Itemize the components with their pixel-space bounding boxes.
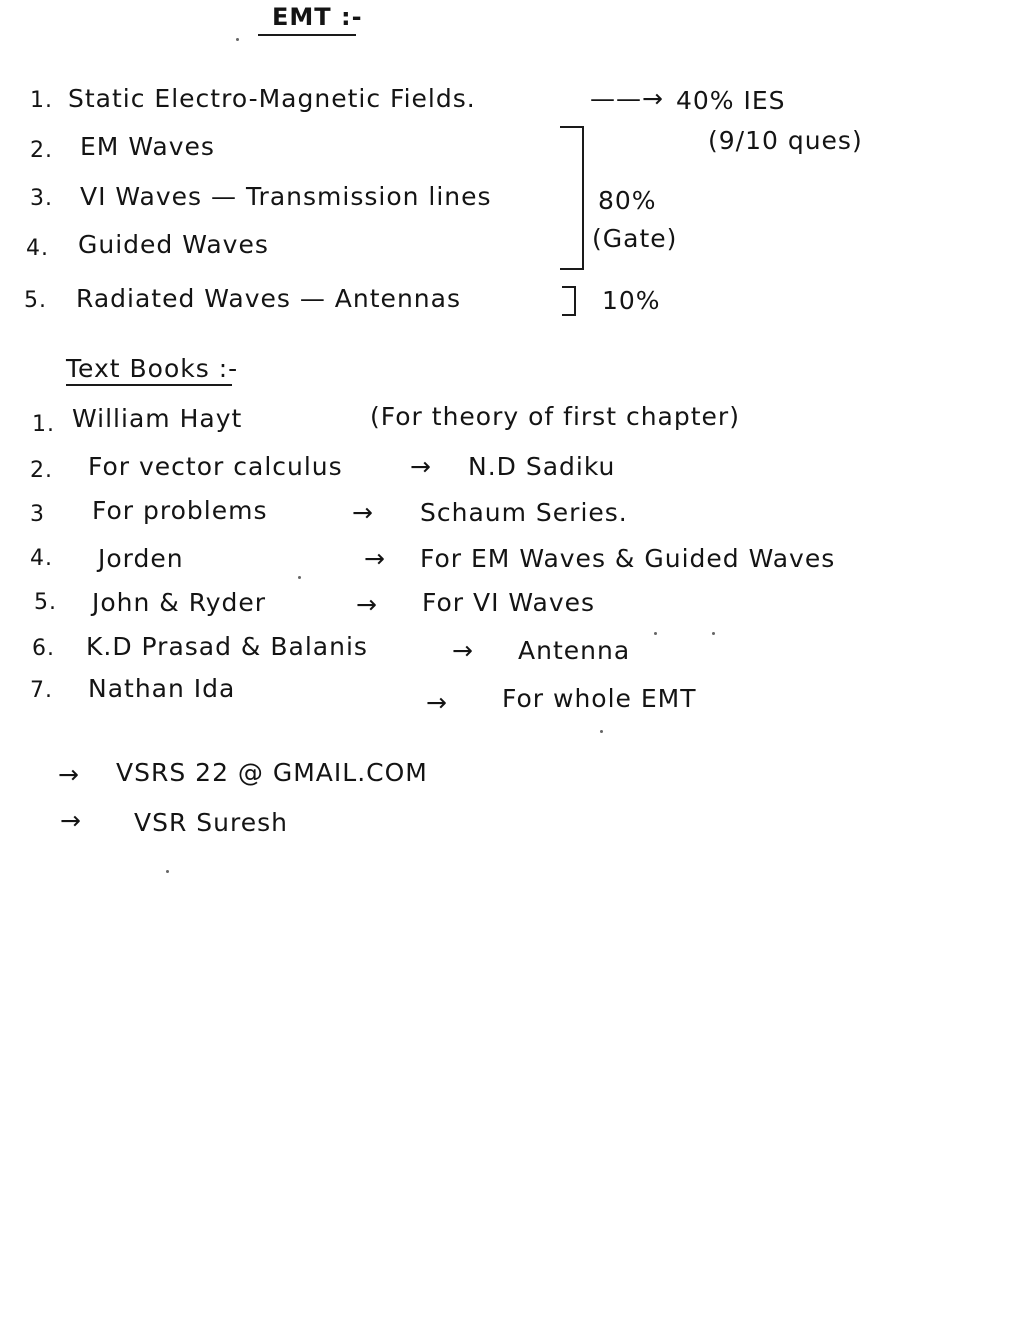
book-name: William Hayt: [72, 404, 243, 433]
book-number: 1.: [32, 412, 55, 437]
topic-label: Static Electro-Magnetic Fields.: [68, 84, 476, 113]
gate-label: (Gate): [592, 224, 678, 253]
book-name: For problems: [92, 496, 268, 525]
contact-arrow: →: [60, 806, 82, 835]
book-arrow: →: [356, 590, 378, 619]
book-number: 4.: [30, 546, 53, 571]
scan-speck: [236, 38, 239, 41]
scan-speck: [166, 870, 169, 873]
book-number: 6.: [32, 636, 55, 661]
book-number: 5.: [34, 590, 57, 615]
topic-number: 4.: [26, 236, 49, 261]
textbooks-heading: Text Books :-: [66, 354, 239, 383]
title-underline: [258, 34, 356, 36]
book-name: Nathan Ida: [88, 674, 236, 703]
book-arrow: →: [364, 544, 386, 573]
book-name: K.D Prasad & Balanis: [86, 632, 368, 661]
scan-speck: [600, 730, 603, 733]
book-arrow: →: [410, 452, 432, 481]
book-number: 2.: [30, 458, 53, 483]
ies-weightage: 40% IES: [676, 86, 786, 115]
topic-number: 3.: [30, 186, 53, 211]
topic-number: 5.: [24, 288, 47, 313]
contact-email: VSRS 22 @ GMAIL.COM: [116, 758, 428, 787]
book-arrow: →: [452, 636, 474, 665]
book-target: For VI Waves: [422, 588, 596, 617]
book-target: Antenna: [518, 636, 631, 665]
contact-name: VSR Suresh: [134, 808, 288, 837]
scan-speck: [654, 632, 657, 635]
book-target: For EM Waves & Guided Waves: [420, 544, 836, 573]
ies-questions: (9/10 ques): [708, 126, 863, 155]
gate-weightage: 80%: [598, 186, 657, 215]
contact-arrow: →: [58, 760, 80, 789]
topic-number: 2.: [30, 138, 53, 163]
topic-label: Guided Waves: [78, 230, 269, 259]
arrow: ——→: [590, 84, 664, 113]
page-title: EMT :-: [272, 3, 363, 31]
scan-speck: [298, 576, 301, 579]
book-number: 3: [30, 502, 45, 527]
book-name: Jorden: [98, 544, 184, 573]
book-number: 7.: [30, 678, 53, 703]
topic-label: Radiated Waves — Antennas: [76, 284, 461, 313]
book-arrow: →: [352, 498, 374, 527]
textbooks-underline: [66, 384, 232, 386]
gate-bracket: [560, 126, 584, 270]
book-target: (For theory of first chapter): [370, 402, 740, 431]
antenna-bracket: [562, 286, 576, 316]
book-name: For vector calculus: [88, 452, 343, 481]
scan-speck: [712, 632, 715, 635]
topic-label: VI Waves — Transmission lines: [80, 182, 492, 211]
book-name: John & Ryder: [92, 588, 267, 617]
antenna-weightage: 10%: [602, 286, 661, 315]
book-arrow: →: [426, 688, 448, 717]
book-target: For whole EMT: [502, 684, 697, 713]
book-target: Schaum Series.: [420, 498, 628, 527]
topic-number: 1.: [30, 88, 53, 113]
topic-label: EM Waves: [80, 132, 215, 161]
book-target: N.D Sadiku: [468, 452, 616, 481]
